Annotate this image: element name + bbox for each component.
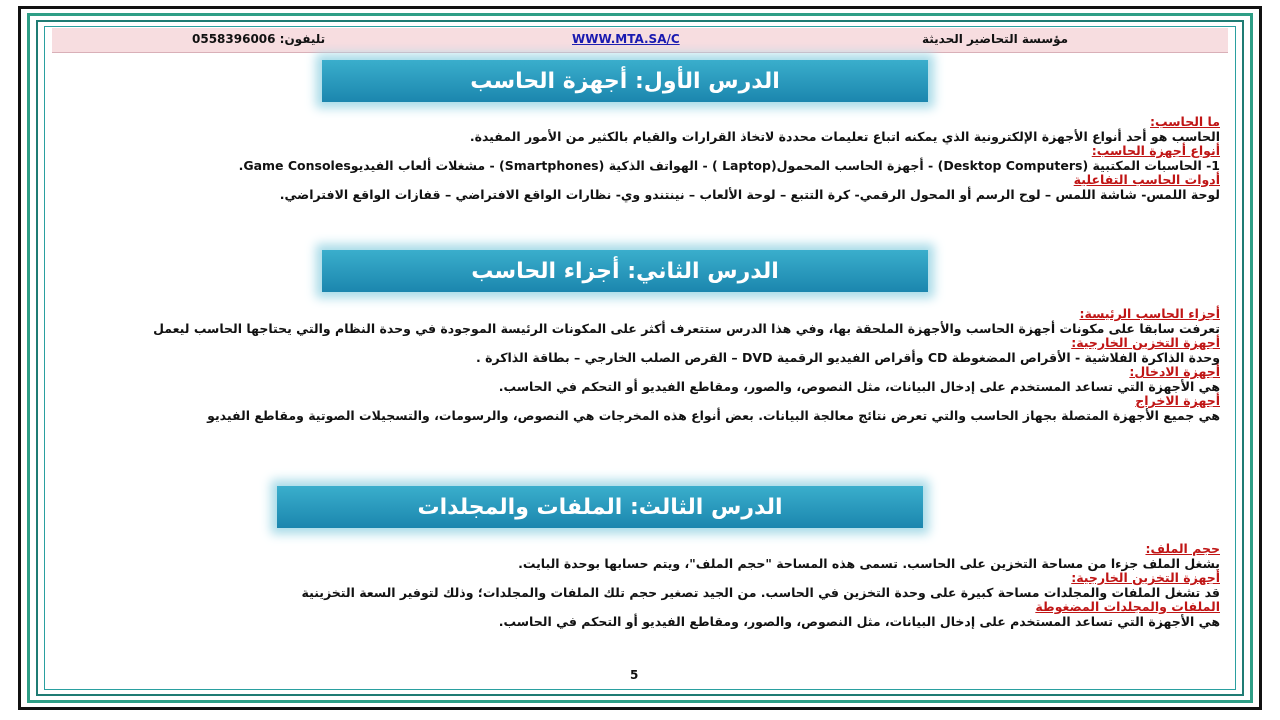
section-text: يشغل الملف جزءا من مساحة التخزين على الحاسب. تسمى هذه المساحة "حجم الملف"، ويتم حسابها بوحدة البايت.: [518, 555, 1220, 571]
section-text: هي جميع الأجهزة المتصلة بجهاز الحاسب والتي تعرض نتائج معالجة البيانات. بعض أنواع هذه المخرجات هي النصوص، والرسومات، والتسجيلات الصوتية ومقاطع الفيديو: [207, 407, 1220, 423]
lesson-1-content: [60, 115, 1220, 202]
section-text: الحاسب هو أحد أنواع الأجهزة الإلكترونية الذي يمكنه اتباع تعليمات محددة لاتخاذ القرارات والقيام بالكثير من الأمور المفيدة.: [469, 128, 1220, 144]
lesson-2-content: [60, 307, 1220, 423]
header-organization: مؤسسة التحاضير الحديثة: [922, 32, 1069, 46]
header-url-link[interactable]: WWW.MTA.SA/C: [572, 32, 680, 46]
section-heading: ما الحاسب:: [1150, 114, 1220, 129]
section-heading: أجهزة التخزين الخارجية:: [1071, 335, 1220, 350]
section-text: هي الأجهزة التي تساعد المستخدم على إدخال البيانات، مثل النصوص، والصور، ومقاطع الفيديو أو التحكم في الحاسب.: [498, 613, 1220, 629]
page-number: 5: [630, 668, 639, 682]
section-heading: أجهزة التخزين الخارجية:: [1071, 570, 1220, 585]
lesson-2-title-banner: الدرس الثاني: أجزاء الحاسب: [322, 250, 928, 292]
section-text: هي الأجهزة التي تساعد المستخدم على إدخال البيانات، مثل النصوص، والصور، ومقاطع الفيديو أو التحكم في الحاسب.: [498, 378, 1220, 394]
page-header: [52, 28, 1228, 53]
section-text: لوحة اللمس- شاشة اللمس – لوح الرسم أو المحول الرقمي- كرة التتبع – لوحة الألعاب – نينتندو وي- نظارات الواقع الافتراضي – قفازات الواقع الافتراضي.: [279, 186, 1220, 202]
section-heading: أجهزة الادخال:: [1129, 364, 1220, 379]
section-heading: حجم الملف:: [1145, 541, 1220, 556]
lesson-3-content: [60, 542, 1220, 629]
section-text: 1- الحاسبات المكتبية (Desktop Computers) - أجهزة الحاسب المحمول(Laptop ) - الهواتف الذكية (Smartphones) - مشغلات ألعاب الفيديوGame Consoles.: [238, 157, 1220, 173]
section-heading: الملفات والمجلدات المضغوطة: [1035, 599, 1220, 614]
section-heading: أجزاء الحاسب الرئيسة:: [1079, 306, 1220, 321]
header-phone: تليفون: 0558396006: [192, 32, 326, 46]
section-text: وحدة الذاكرة الفلاشية - الأقراص المضغوطة CD وأقراص الفيديو الرقمية DVD – القرص الصلب الخارجي – بطاقة الذاكرة .: [476, 349, 1220, 365]
section-text: قد تشغل الملفات والمجلدات مساحة كبيرة على وحدة التخزين في الحاسب. من الجيد تصغير حجم تلك الملفات والمجلدات؛ وذلك لتوفير السعة التخزينية: [301, 584, 1220, 600]
section-heading: أدوات الحاسب التفاعلية: [1073, 172, 1220, 187]
lesson-1-title-banner: الدرس الأول: أجهزة الحاسب: [322, 60, 928, 102]
section-heading: أجهزة الاخراج: [1135, 393, 1220, 408]
section-text: تعرفت سابقا على مكونات أجهزة الحاسب والأجهزة الملحقة بها، وفي هذا الدرس ستتعرف أكثر على المكونات الرئيسة الموجودة في وحدة النظام والتي يحتاجها الحاسب ليعمل: [153, 320, 1220, 336]
lesson-3-title-banner: الدرس الثالث: الملفات والمجلدات: [277, 486, 923, 528]
section-heading: أنواع أجهزة الحاسب:: [1091, 143, 1220, 158]
